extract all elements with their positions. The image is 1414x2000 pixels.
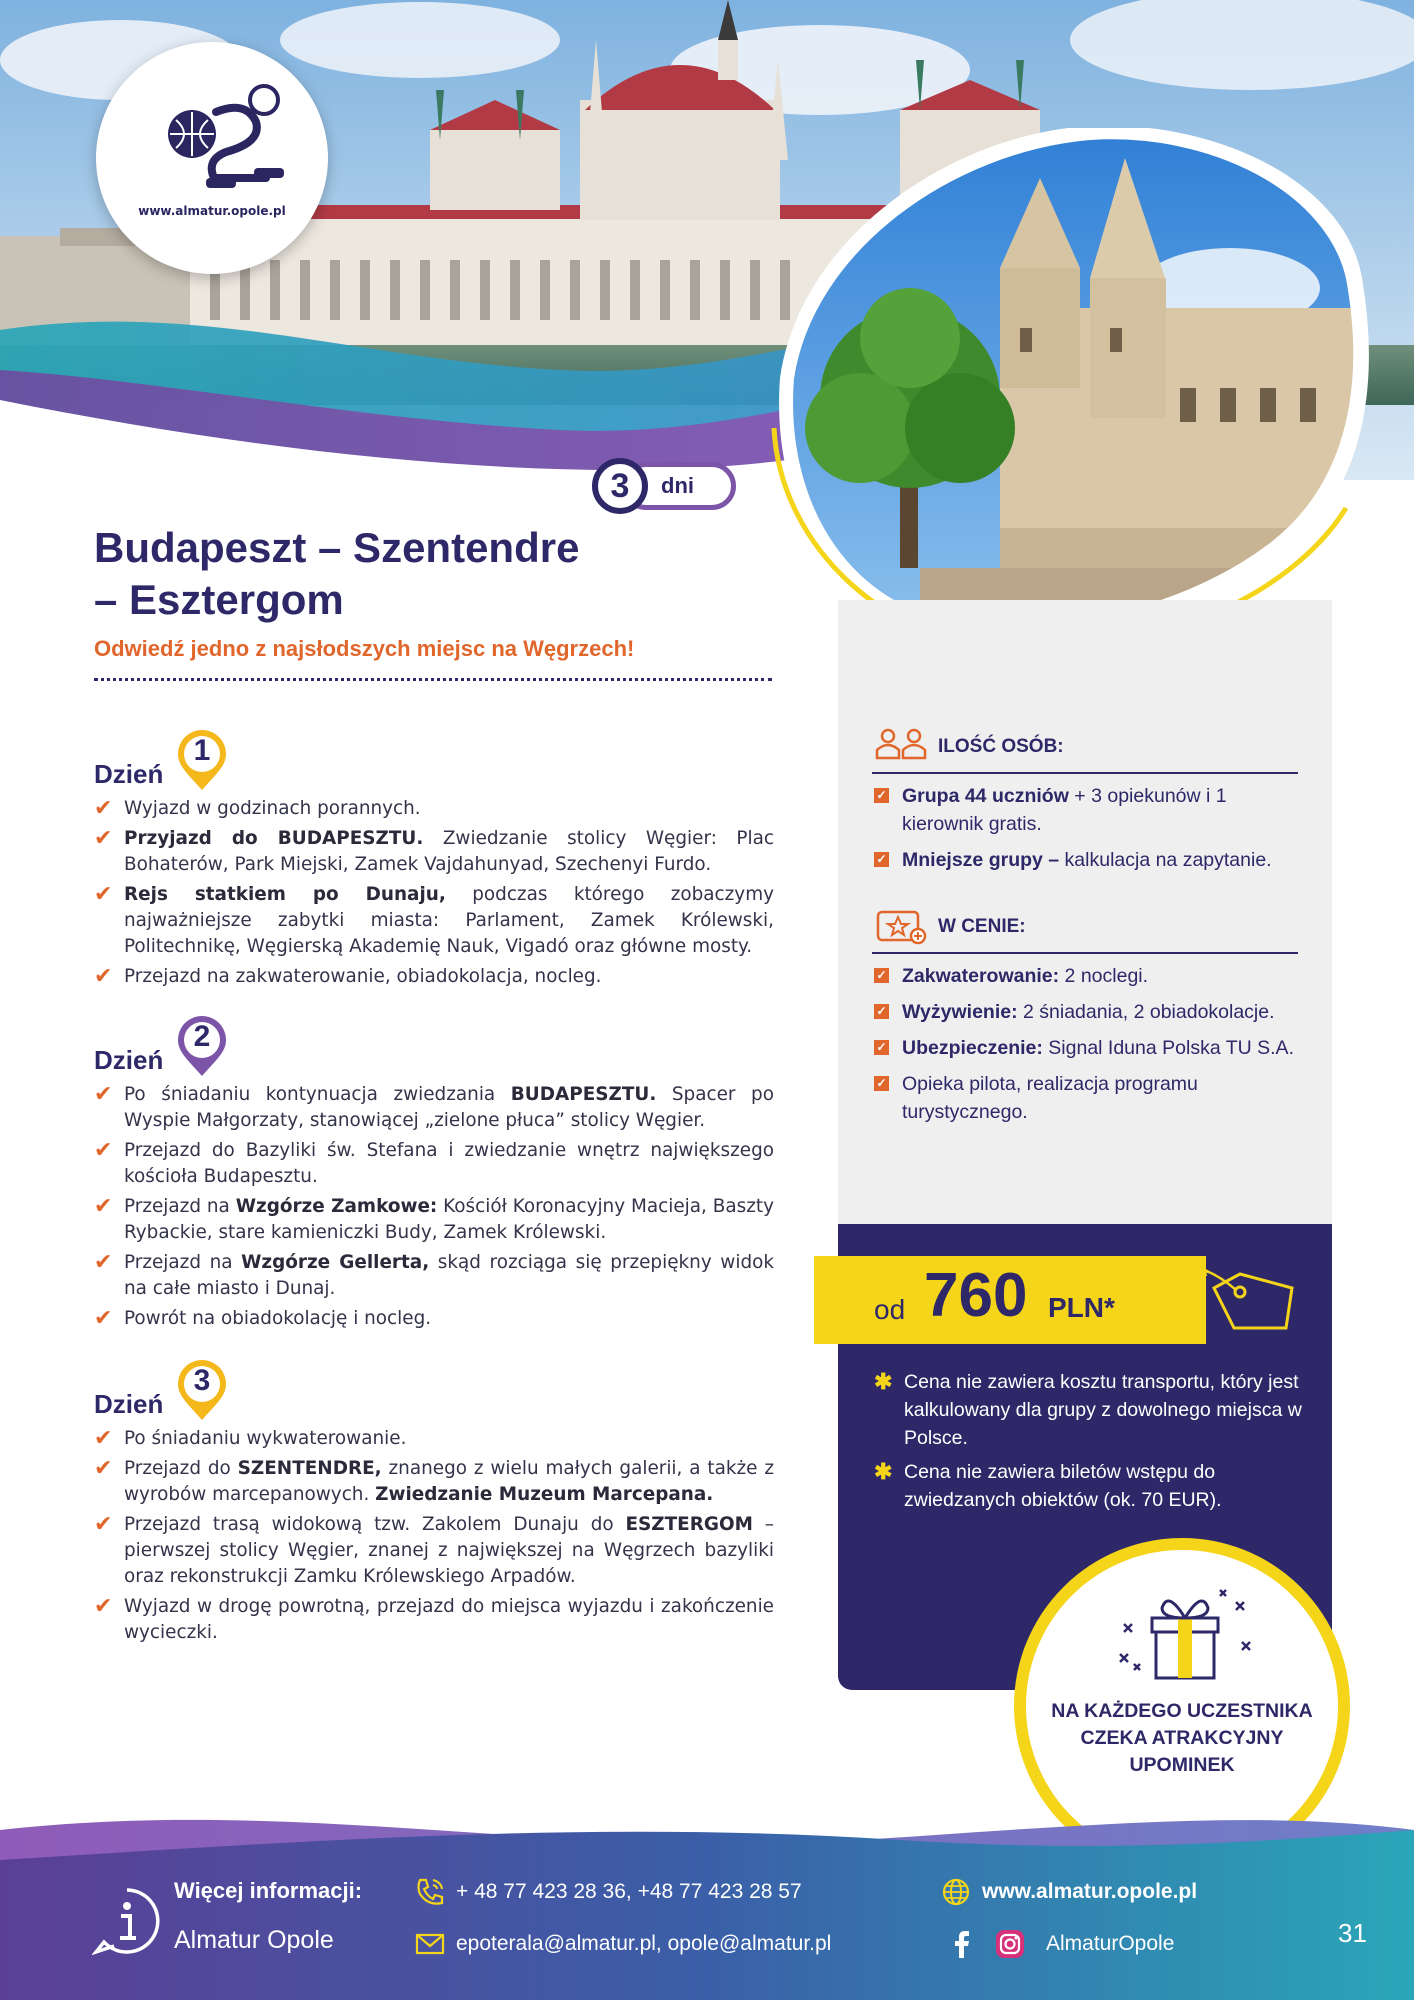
included-title: W CENIE: bbox=[938, 916, 1026, 937]
list-item-text: Przejazd trasą widokową tzw. Zakolem Dunaju do ESZTERGOM – pierwszej stolicy Węgier, znanej z największej na Węgrzech bazyliki oraz rekonstrukcji Zamku Królewskiego Arpadów. bbox=[124, 1514, 774, 1587]
check-icon: ✔ bbox=[94, 1194, 113, 1219]
check-icon: ✔ bbox=[94, 826, 113, 851]
info-icon bbox=[92, 1886, 162, 1956]
day-3-list bbox=[94, 1426, 774, 1646]
list-item-text: Grupa 44 uczniów + 3 opiekunów i 1 kierownik gratis. bbox=[902, 785, 1227, 835]
page-subtitle: Odwiedź jedno z najsłodszych miejsc na Węgrzech! bbox=[94, 636, 635, 661]
list-item bbox=[94, 1138, 774, 1190]
location-pin-icon bbox=[174, 1358, 230, 1424]
list-item-text: Opieka pilota, realizacja programu turystycznego. bbox=[902, 1073, 1198, 1123]
list-item bbox=[872, 962, 1312, 990]
check-icon: ✔ bbox=[94, 882, 113, 907]
list-item bbox=[872, 1070, 1312, 1126]
list-item-text: Mniejsze grupy – kalkulacja na zapytanie. bbox=[902, 849, 1272, 871]
list-item bbox=[94, 882, 774, 960]
persons-header bbox=[872, 726, 1298, 774]
list-item-text: Po śniadaniu kontynuacja zwiedzania BUDAPESZTU. Spacer po Wyspie Małgorzaty, stanowiącej „zielone płuca” stolicy Węgier. bbox=[124, 1084, 774, 1131]
list-item bbox=[94, 1250, 774, 1302]
list-item-text: Ubezpieczenie: Signal Iduna Polska TU S.A. bbox=[902, 1037, 1294, 1059]
check-icon: ✔ bbox=[94, 796, 113, 821]
price-banner bbox=[814, 1256, 1206, 1344]
facebook-icon[interactable] bbox=[946, 1928, 978, 1960]
day-3-number: 3 bbox=[193, 1364, 211, 1397]
price-prefix: od bbox=[874, 1294, 906, 1325]
list-item-text: Wyjazd w godzinach porannych. bbox=[124, 798, 421, 819]
day-3-block bbox=[94, 1366, 774, 1650]
almatur-logo-mark bbox=[96, 42, 328, 274]
checkbox-icon: ✓ bbox=[874, 1004, 889, 1019]
logo-url: www.almatur.opole.pl bbox=[138, 204, 286, 218]
asterisk-icon: ✱ bbox=[874, 1459, 893, 1484]
checkbox-icon: ✓ bbox=[874, 968, 889, 983]
check-icon: ✔ bbox=[94, 1250, 113, 1275]
duration-badge bbox=[588, 454, 748, 516]
list-item-text: Przejazd na Wzgórze Zamkowe: Kościół Koronacyjny Macieja, Baszty Rybackie, stare kamieniczki Budy, Zamek Królewski. bbox=[124, 1196, 774, 1243]
location-pin-icon bbox=[174, 728, 230, 794]
checkbox-icon: ✓ bbox=[874, 1076, 889, 1091]
list-item bbox=[94, 1194, 774, 1246]
email-addresses[interactable]: epoterala@almatur.pl, opole@almatur.pl bbox=[456, 1932, 832, 1955]
persons-list bbox=[872, 782, 1312, 882]
bastion-photo bbox=[770, 128, 1370, 658]
note-item bbox=[874, 1368, 1304, 1452]
check-icon: ✔ bbox=[94, 964, 113, 989]
day-1-block bbox=[94, 736, 774, 994]
org-name: Almatur Opole bbox=[174, 1926, 334, 1954]
day-1-number: 1 bbox=[193, 734, 211, 767]
price-tag-icon bbox=[1200, 1266, 1300, 1336]
persons-title: ILOŚĆ OSÓB: bbox=[938, 736, 1064, 757]
list-item bbox=[94, 796, 774, 822]
price-value: 760 bbox=[924, 1261, 1028, 1330]
day-3-header bbox=[94, 1366, 774, 1420]
globe-icon bbox=[940, 1876, 972, 1908]
list-item bbox=[94, 826, 774, 878]
list-item bbox=[872, 1034, 1312, 1062]
checkbox-icon: ✓ bbox=[874, 852, 889, 867]
list-item-text: Po śniadaniu wykwaterowanie. bbox=[124, 1428, 407, 1449]
more-info-label: Więcej informacji: bbox=[174, 1878, 363, 1903]
day-3-label: Dzień bbox=[94, 1389, 164, 1419]
check-icon: ✔ bbox=[94, 1426, 113, 1451]
included-header bbox=[872, 906, 1298, 954]
note-item bbox=[874, 1458, 1304, 1514]
list-item bbox=[94, 964, 774, 990]
list-item-text: Przejazd do Bazyliki św. Stefana i zwiedzanie wnętrz największego kościoła Budapesztu. bbox=[124, 1140, 774, 1187]
list-item-text: Powrót na obiadokolację i nocleg. bbox=[124, 1308, 432, 1329]
ticket-star-icon bbox=[874, 906, 930, 946]
list-item bbox=[94, 1306, 774, 1332]
list-item-text: Przyjazd do BUDAPESZTU. Zwiedzanie stolicy Węgier: Plac Bohaterów, Park Miejski, Zamek Vajdahunyad, Szechenyi Furdo. bbox=[124, 828, 774, 875]
title-line-1: Budapeszt – Szentendre bbox=[94, 524, 580, 571]
title-divider bbox=[94, 678, 772, 681]
day-1-label: Dzień bbox=[94, 759, 164, 789]
day-2-list bbox=[94, 1082, 774, 1332]
duration-number: 3 bbox=[592, 458, 648, 514]
list-item-text: Przejazd na Wzgórze Gellerta, skąd rozciąga się przepiękny widok na całe miasto i Dunaj. bbox=[124, 1252, 775, 1299]
website-link[interactable]: www.almatur.opole.pl bbox=[982, 1880, 1198, 1903]
page-number: 31 bbox=[1338, 1918, 1367, 1948]
list-item-text: Przejazd do SZENTENDRE, znanego z wielu małych galerii, a także z wyrobów marcepanowych. Zwiedzanie Muzeum Marcepana. bbox=[124, 1458, 774, 1505]
social-handle[interactable]: AlmaturOpole bbox=[1046, 1932, 1175, 1955]
included-list bbox=[872, 962, 1312, 1134]
note-text: Cena nie zawiera kosztu transportu, który jest kalkulowany dla grupy z dowolnego miejsca w Polsce. bbox=[904, 1371, 1302, 1449]
day-2-header bbox=[94, 1022, 774, 1076]
gift-icon bbox=[1110, 1584, 1260, 1684]
day-2-label: Dzień bbox=[94, 1045, 164, 1075]
day-1-header bbox=[94, 736, 774, 790]
almatur-logo[interactable] bbox=[96, 42, 328, 274]
location-pin-icon bbox=[174, 1014, 230, 1080]
checkbox-icon: ✓ bbox=[874, 1040, 889, 1055]
list-item-text: Przejazd na zakwaterowanie, obiadokolacja, nocleg. bbox=[124, 966, 602, 987]
list-item bbox=[94, 1426, 774, 1452]
list-item bbox=[94, 1512, 774, 1590]
list-item bbox=[94, 1456, 774, 1508]
list-item-text: Wyżywienie: 2 śniadania, 2 obiadokolacje. bbox=[902, 1001, 1275, 1023]
list-item-text: Rejs statkiem po Dunaju, podczas którego zobaczymy najważniejsze zabytki miasta: Parlament, Zamek Królewski, Politechnikę, Węgierską Akademię Nauk, Vigadó oraz główne mosty. bbox=[124, 884, 774, 957]
check-icon: ✔ bbox=[94, 1138, 113, 1163]
list-item bbox=[94, 1594, 774, 1646]
list-item bbox=[872, 998, 1312, 1026]
checkbox-icon: ✓ bbox=[874, 788, 889, 803]
list-item-text: Wyjazd w drogę powrotną, przejazd do miejsca wyjazdu i zakończenie wycieczki. bbox=[124, 1596, 774, 1643]
check-icon: ✔ bbox=[94, 1456, 113, 1481]
list-item bbox=[94, 1082, 774, 1134]
list-item bbox=[872, 846, 1312, 874]
asterisk-icon: ✱ bbox=[874, 1369, 893, 1394]
check-icon: ✔ bbox=[94, 1306, 113, 1331]
phone-numbers[interactable]: + 48 77 423 28 36, +48 77 423 28 57 bbox=[456, 1880, 802, 1903]
gift-text: NA KAŻDEGO UCZESTNIKA CZEKA ATRAKCYJNY UPOMINEK bbox=[1051, 1700, 1313, 1776]
bastion-photo-graphic bbox=[770, 128, 1370, 658]
page-title bbox=[94, 522, 654, 626]
price-currency: PLN* bbox=[1048, 1292, 1115, 1323]
duration-label: dni bbox=[622, 462, 736, 510]
note-text: Cena nie zawiera biletów wstępu do zwiedzanych obiektów (ok. 70 EUR). bbox=[904, 1461, 1222, 1511]
day-2-number: 2 bbox=[193, 1020, 211, 1053]
list-item bbox=[872, 782, 1312, 838]
check-icon: ✔ bbox=[94, 1594, 113, 1619]
day-1-list bbox=[94, 796, 774, 990]
persons-icon bbox=[874, 726, 930, 766]
title-line-2: – Esztergom bbox=[94, 576, 344, 623]
day-2-block bbox=[94, 1022, 774, 1336]
mail-icon bbox=[414, 1928, 446, 1960]
instagram-icon[interactable] bbox=[994, 1928, 1026, 1960]
check-icon: ✔ bbox=[94, 1082, 113, 1107]
phone-icon bbox=[414, 1876, 446, 1908]
price-notes bbox=[874, 1368, 1304, 1520]
check-icon: ✔ bbox=[94, 1512, 113, 1537]
list-item-text: Zakwaterowanie: 2 noclegi. bbox=[902, 965, 1149, 987]
